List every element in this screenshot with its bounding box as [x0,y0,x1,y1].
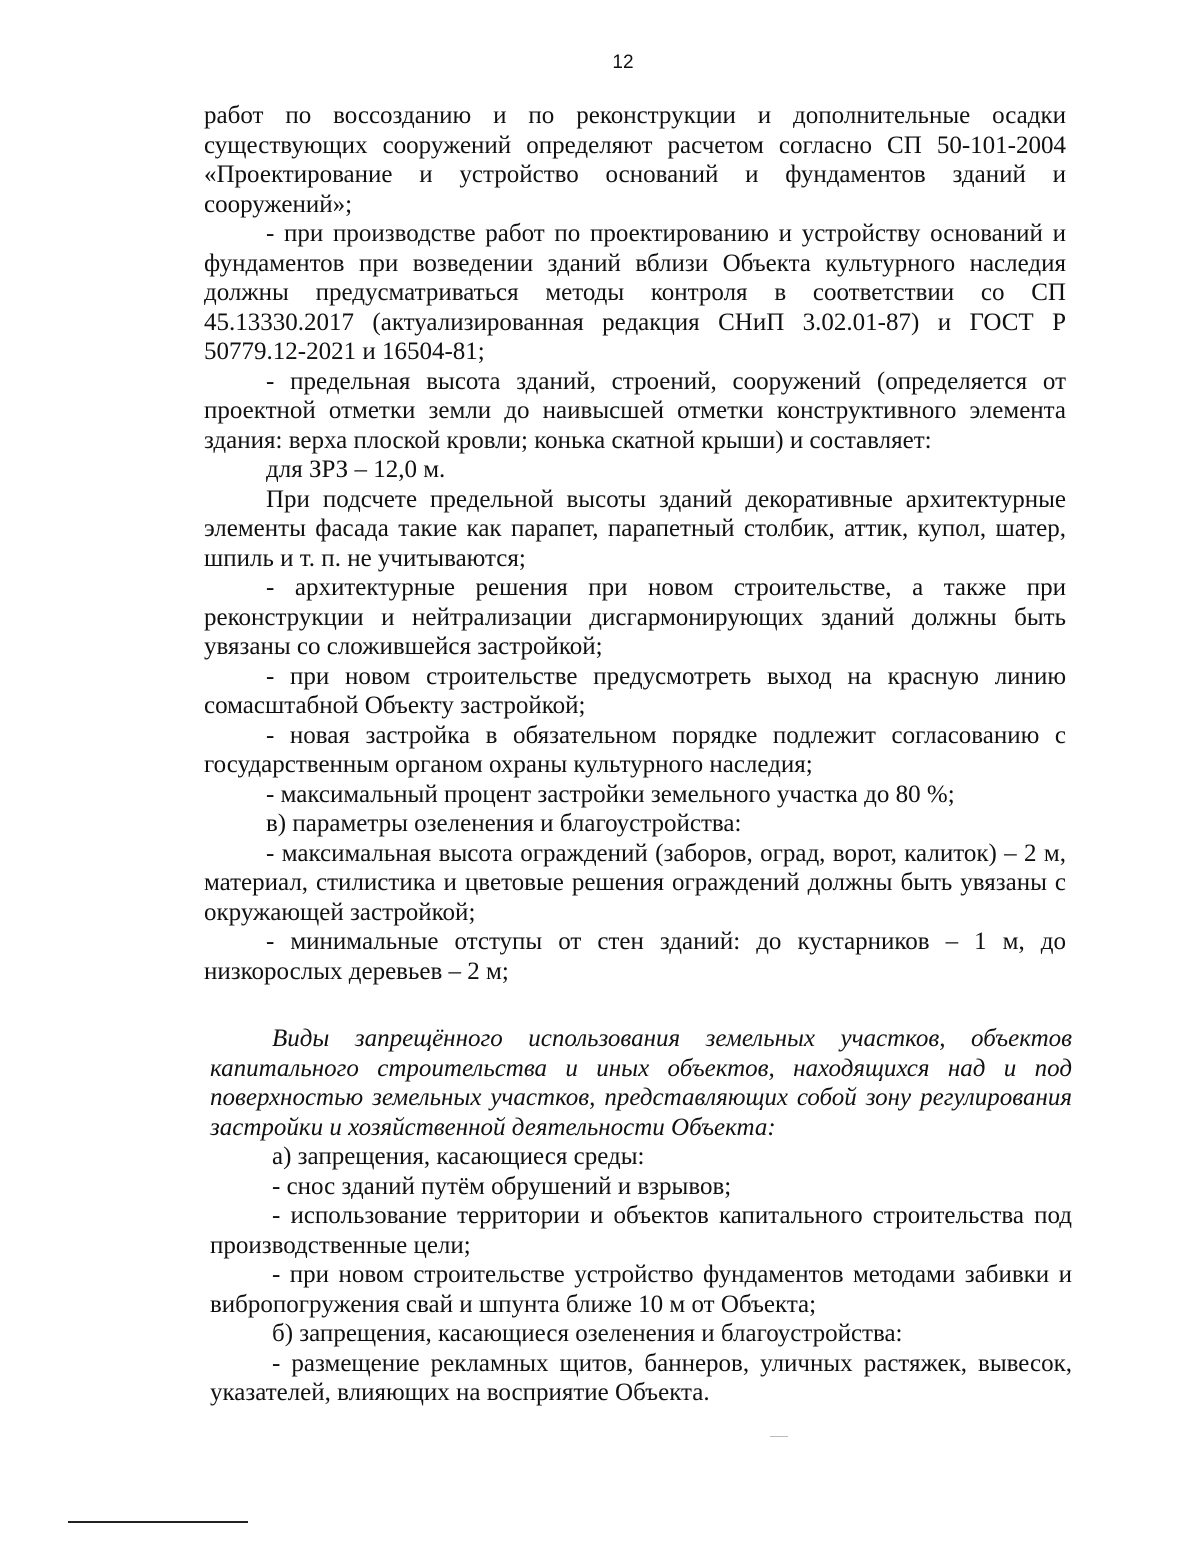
paragraph: а) запрещения, касающиеся среды: [272,1143,645,1170]
scan-mark [770,1436,788,1437]
paragraph: - при новом строительстве устройство фундаментов методами забивки и вибропогружения свай и шпунта ближе 10 м от Объекта; [210,1261,1072,1318]
paragraph: - снос зданий путём обрушений и взрывов; [272,1172,732,1200]
paragraph: - предельная высота зданий, строений, сооружений (определяется от проектной отметки земли до наивысшей отметки конструктивного элемента здания: верха плоской кровли; конька скатной крыши) и составляет: [204,367,1066,454]
paragraph: - максимальная высота ограждений (заборов, оград, ворот, калиток) – 2 м, материал, стилистика и цветовые решения ограждений должны быть увязаны с окружающей застройкой; [204,839,1066,926]
footnote-rule [68,1521,248,1523]
paragraph: - размещение рекламных щитов, баннеров, уличных растяжек, вывесок, указателей, влияющих на восприятие Объекта. [210,1349,1072,1406]
paragraph: - при новом строительстве предусмотреть выход на красную линию сомасштабной Объекту застройкой; [204,662,1066,719]
paragraph: При подсчете предельной высоты зданий декоративные архитектурные элементы фасада такие как парапет, парапетный столбик, аттик, купол, шатер, шпиль и т. п. не учитываются; [204,485,1066,572]
paragraph: - новая застройка в обязательном порядке подлежит согласованию с государственным органом охраны культурного наследия; [204,721,1066,778]
document-body-section-1 [204,101,1066,986]
paragraph: работ по воссозданию и по реконструкции и дополнительные осадки существующих сооружений определяют расчетом согласно СП 50-101-2004 «Проектирование и устройство оснований и фундаментов зданий и сооружений»; [204,102,1066,218]
paragraph: для ЗРЗ – 12,0 м. [266,456,446,483]
paragraph: - при производстве работ по проектированию и устройству оснований и фундаментов при возведении зданий вблизи Объекта культурного наследия должны предусматриваться методы контроля в соответствии со СП 45.13330.2017 (актуализированная редакция СНиП 3.02.01-87) и ГОСТ Р 50779.12-2021 и 16504-81; [204,220,1066,365]
paragraph: - использование территории и объектов капитального строительства под производственные цели; [210,1202,1072,1259]
section-heading: Виды запрещённого использования земельных участков, объектов капитального строительства и иных объектов, находящихся над и под поверхностью земельных участков, представляющих собой зону регулирования застройки и хозяйственной деятельности Объекта: [210,1025,1072,1141]
paragraph: - минимальные отступы от стен зданий: до кустарников – 1 м, до низкорослых деревьев – 2 м; [204,928,1066,985]
paragraph: в) параметры озеленения и благоустройства: [266,810,742,837]
paragraph: б) запрещения, касающиеся озеленения и благоустройства: [272,1320,903,1347]
page-number: 12 [612,52,634,73]
document-body-section-2 [210,1024,1072,1408]
paragraph: - максимальный процент застройки земельного участка до 80 %; [266,780,955,808]
paragraph: - архитектурные решения при новом строительстве, а также при реконструкции и нейтрализации дисгармонирующих зданий должны быть увязаны со сложившейся застройкой; [204,574,1066,660]
